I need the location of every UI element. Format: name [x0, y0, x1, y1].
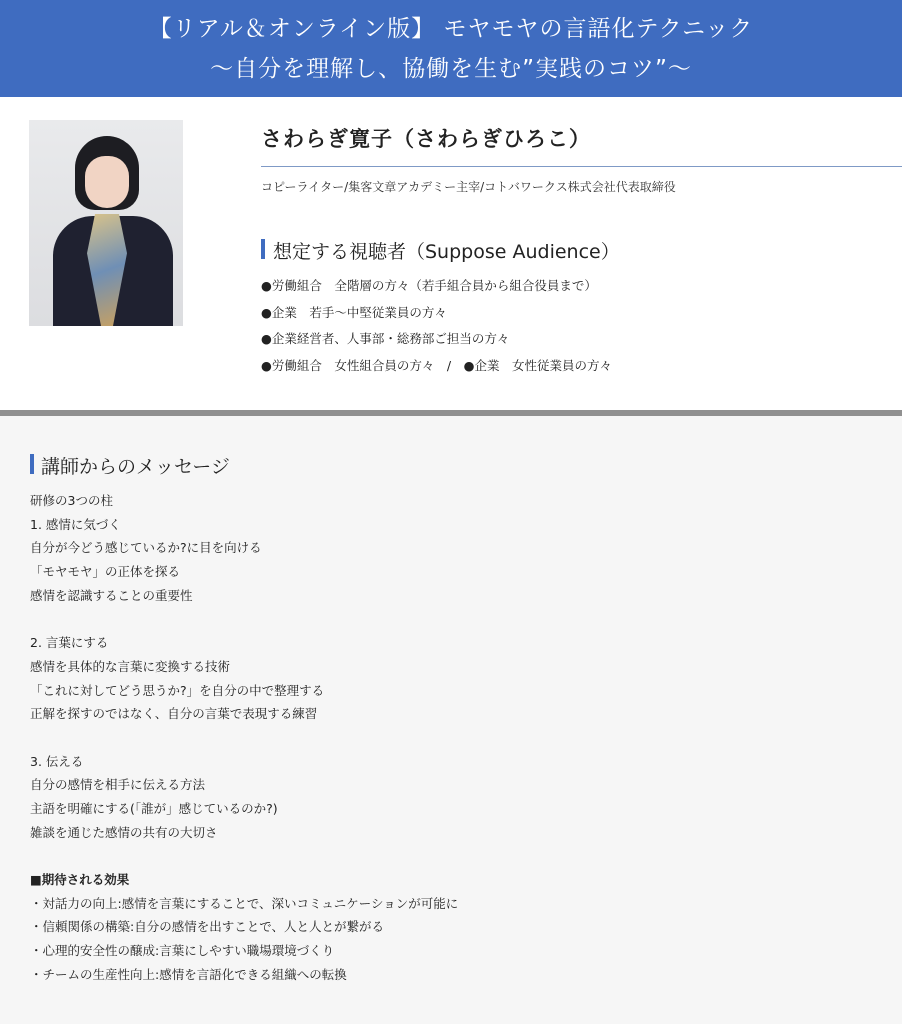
message-line: 主語を明確にする(「誰が」感じているのか?)	[30, 800, 278, 816]
message-line: 3. 伝える	[30, 753, 84, 769]
message-section	[0, 416, 902, 1024]
effect-item: ・心理的安全性の醸成:言葉にしやすい職場環境づくり	[30, 943, 335, 959]
message-line: 自分の感情を相手に伝える方法	[30, 777, 206, 793]
message-line	[30, 607, 890, 631]
header-title: 【リアル＆オンライン版】 モヤモヤの言語化テクニック	[148, 16, 754, 42]
name-divider	[261, 166, 902, 167]
profile-section	[0, 97, 902, 410]
audience-title-marker	[261, 239, 265, 259]
message-line: 1. 感情に気づく	[30, 516, 121, 532]
message-title-marker	[30, 454, 34, 474]
header-subtitle: 〜自分を理解し、協働を生む”実践のコツ”〜	[210, 56, 692, 82]
effect-item: ・チームの生産性向上:感情を言語化できる組織への転換	[30, 966, 347, 982]
speaker-photo	[29, 120, 183, 326]
audience-item: ●労働組合 女性組合員の方々 / ●企業 女性従業員の方々	[261, 357, 613, 373]
audience-item: ●企業経営者、人事部・総務部ご担当の方々	[261, 331, 510, 346]
message-line: 感情を具体的な言葉に変換する技術	[30, 658, 231, 674]
audience-list	[261, 273, 612, 379]
message-line: 2. 言葉にする	[30, 635, 109, 651]
effect-item: ・対話力の向上:感情を言葉にすることで、深いコミュニケーションが可能に	[30, 895, 459, 911]
effect-item: ・信頼関係の構築:自分の感情を出すことで、人と人とが繋がる	[30, 919, 384, 935]
message-line: 「これに対してどう思うか?」を自分の中で整理する	[30, 682, 325, 698]
page-header	[0, 0, 902, 97]
speaker-role: コピーライター/集客文章アカデミー主宰/コトバワークス株式会社代表取締役	[261, 180, 676, 194]
message-line: 感情を認識することの重要性	[30, 587, 193, 603]
message-line	[30, 844, 890, 868]
audience-title: 想定する視聴者（Suppose Audience）	[273, 241, 620, 263]
message-line: 自分が今どう感じているか?に目を向ける	[30, 540, 262, 556]
message-line: 正解を探すのではなく、自分の言葉で表現する練習	[30, 706, 318, 722]
message-line: 雑談を通じた感情の共有の大切さ	[30, 824, 218, 840]
audience-item: ●企業 若手〜中堅従業員の方々	[261, 304, 447, 320]
message-line	[30, 726, 890, 750]
speaker-name: さわらぎ寛子（さわらぎひろこ）	[261, 127, 591, 151]
audience-item: ●労働組合 全階層の方々（若手組合員から組合役員まで）	[261, 278, 597, 293]
message-line: 研修の3つの柱	[30, 493, 113, 508]
message-line: 「モヤモヤ」の正体を探る	[30, 564, 181, 580]
effects-heading: ■期待される効果	[30, 872, 130, 887]
message-body	[30, 489, 890, 986]
message-title: 講師からのメッセージ	[41, 456, 230, 478]
